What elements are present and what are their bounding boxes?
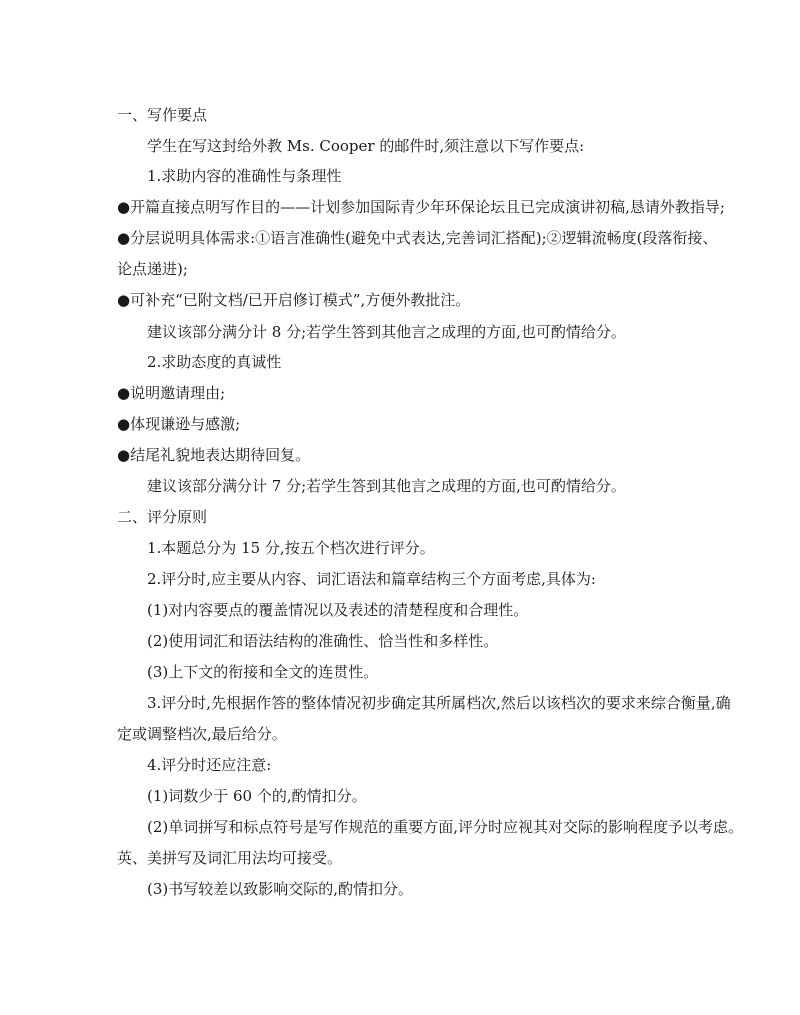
bullet-line: ●开篇直接点明写作目的——计划参加国际青少年环保论坛且已完成演讲初稿,恳请外教指导; [117,198,725,216]
paragraph-line: 英、美拼写及词汇用法均可接受。 [117,849,343,867]
paragraph-line: (1)词数少于 60 个的,酌情扣分。 [147,787,367,805]
subheading-sincerity: 2.求助态度的真诚性 [147,353,282,371]
subheading-accuracy: 1.求助内容的准确性与条理性 [147,167,342,185]
paragraph-line: (2)使用词汇和语法结构的准确性、恰当性和多样性。 [147,632,499,650]
section-heading-writing-points: 一、写作要点 [117,106,208,124]
bullet-line: ●说明邀请理由; [117,384,226,402]
bullet-line: ●结尾礼貌地表达期待回复。 [117,446,311,464]
paragraph-line: 2.评分时,应主要从内容、词汇语法和篇章结构三个方面考虑,具体为: [147,570,596,588]
paragraph-line: 学生在写这封给外教 Ms. Cooper 的邮件时,须注意以下写作要点: [147,137,585,155]
paragraph-line: 1.本题总分为 15 分,按五个档次进行评分。 [147,539,435,557]
paragraph-line: (2)单词拼写和标点符号是写作规范的重要方面,评分时应视其对交际的影响程度予以考虑。 [147,818,744,836]
paragraph-line: 4.评分时还应注意: [147,756,272,774]
scoring-note: 建议该部分满分计 8 分;若学生答到其他言之成理的方面,也可酌情给分。 [147,323,626,341]
bullet-line: ●可补充“已附文档/已开启修订模式”,方便外教批注。 [117,291,471,309]
paragraph-line: 论点递进); [117,260,188,278]
paragraph-line: (3)书写较差以致影响交际的,酌情扣分。 [147,880,414,898]
paragraph-line: (1)对内容要点的覆盖情况以及表述的清楚程度和合理性。 [147,601,529,619]
bullet-line: ●体现谦逊与感激; [117,415,241,433]
paragraph-line: 3.评分时,先根据作答的整体情况初步确定其所属档次,然后以该档次的要求来综合衡量,确 [147,694,731,712]
paragraph-line: (3)上下文的衔接和全文的连贯性。 [147,663,379,681]
bullet-line: ●分层说明具体需求:①语言准确性(避免中式表达,完善词汇搭配);②逻辑流畅度(段落衔接、 [117,229,718,247]
paragraph-line: 定或调整档次,最后给分。 [117,725,287,743]
scoring-note: 建议该部分满分计 7 分;若学生答到其他言之成理的方面,也可酌情给分。 [147,477,626,495]
section-heading-scoring-principles: 二、评分原则 [117,508,208,526]
